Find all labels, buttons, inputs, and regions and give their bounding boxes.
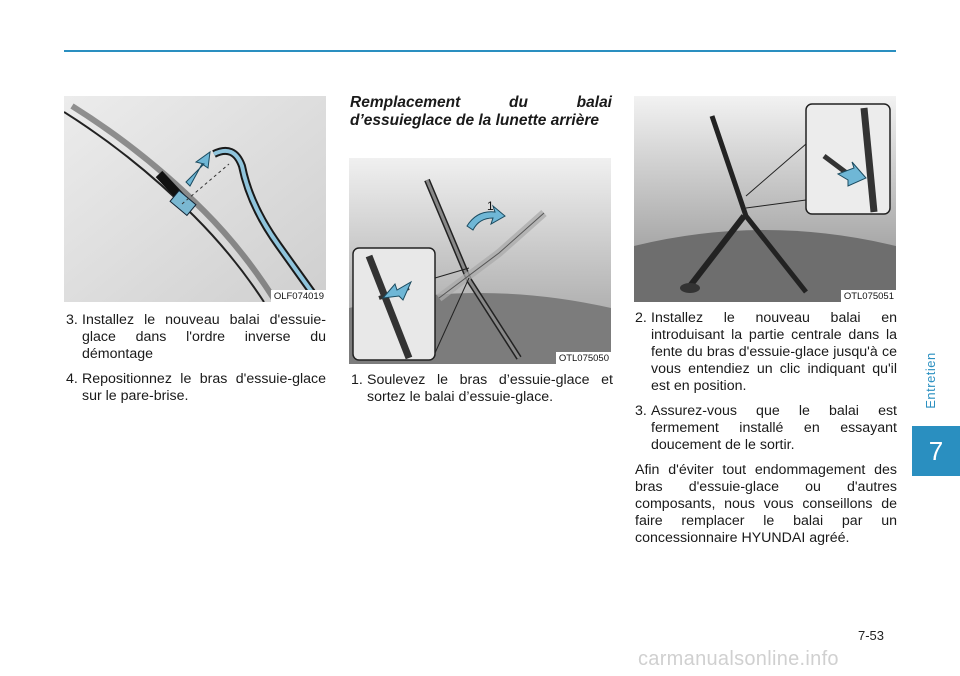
figure-rear-wiper-lift [349,158,611,364]
figure-code: OTL075051 [841,290,896,302]
step-number: 4. [66,371,78,387]
step-text: Assurez-vous que le balai est fermement installé en essayant doucement de le sortir. [651,403,897,453]
advice-paragraph: Afin d'éviter tout endommagement des bras d'essuie-glace ou d'autres composants, nous vous conseillons de faire remplacer le balai par un concessionnaire HYUNDAI agréé. [635,462,897,546]
section-heading: Remplacement du balai d’essuieglace de la lunette arrière [350,94,612,129]
figure-code: OLF074019 [271,290,326,302]
step-3 [66,312,326,363]
top-rule [64,50,896,52]
step-2 [635,310,897,395]
step-number: 3. [635,403,647,419]
section-side-label: Entretien [922,351,938,409]
step-text: Soulevez le bras d’essuie-glace et sortez le balai d’essuie-glace. [367,372,613,405]
column-right [635,310,897,554]
page-number: 7-53 [858,628,885,643]
inset-detail-illustration [806,104,890,214]
step-number: 3. [66,312,78,328]
inset-detail-illustration [353,248,435,360]
step-4 [66,371,326,405]
watermark: carmanualsonline.info [638,648,839,670]
step-number: 2. [635,310,647,326]
step-text: Installez le nouveau balai d'essuie-glace dans l'ordre inverse du démontage [82,312,326,362]
column-middle [351,372,613,414]
step-3 [635,403,897,454]
column-middle-heading [350,94,612,137]
step-text: Installez le nouveau balai en introduisant la partie centrale dans la fente du bras d'essuie-glace jusqu'à ce vous entendiez un clic indiquant qu'il est en position. [651,310,897,394]
column-left [66,312,326,413]
chapter-tab: 7 [912,426,960,476]
figure-wiper-blade-install [64,96,326,302]
callout-number-icon: 1 [487,199,494,213]
step-1 [351,372,613,406]
step-number: 1. [351,372,363,388]
figure-code: OTL075050 [556,352,611,364]
figure-rear-wiper-install [634,96,896,302]
step-text: Repositionnez le bras d'essuie-glace sur le pare-brise. [82,371,326,404]
